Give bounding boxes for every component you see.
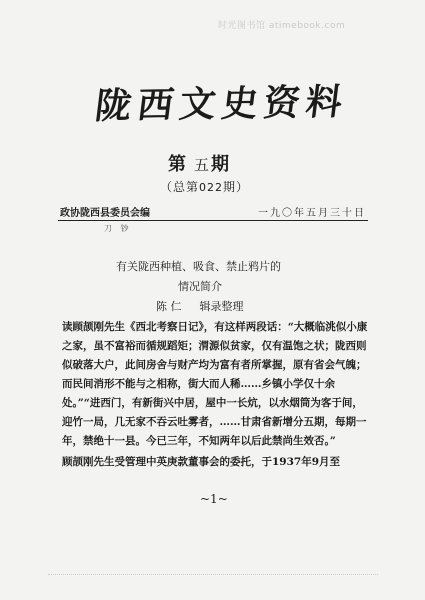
total-issue — [160, 178, 249, 195]
issue-prefix: 第 — [168, 154, 194, 175]
masthead-title: 陇西文史资料 — [92, 80, 351, 128]
page-number: ~1~ — [200, 492, 228, 506]
watermark: 时光图书馆 atimebook.com — [218, 21, 346, 31]
paragraph-1: 读顾颉刚先生《西北考察日记》，有这样两段话：“大概临洮似小康之家，虽不富裕而循规蹈矩；渭源似贫家，仅有温饱之状；陇西则似破落大户，此间房舍与财产均为富有者所掌握，原有省会气魄；而民间消形不能与之相称，街大而人稀……乡镇小学仅十余处。”“进西门，有新街兴中居，屋中一长炕，以水烟筒为客于间，迎竹一局，几无家不吞云吐雾者，……甘肃省新增分五期，每期一年，禁绝十一县。今已三年，不知两年以后此禁尚生效否。” — [62, 321, 368, 447]
total-number: 022 — [199, 181, 224, 194]
paragraph-2: 顾颉刚先生受管理中英庚款董事会的委托，于1937年9月至 — [62, 456, 341, 468]
page-bottom-edge — [48, 574, 378, 583]
issue-suffix: 期 — [211, 154, 238, 175]
compiler-note: 辑录整理 — [199, 300, 244, 313]
editor-line: 政协陇西县委员会编 — [60, 208, 150, 219]
article-byline — [156, 298, 244, 314]
header-divider — [58, 220, 368, 221]
total-open: （总第 — [160, 180, 200, 194]
author-name: 陈 仁 — [156, 300, 182, 313]
issue-number: 五 — [194, 156, 212, 174]
publish-date: 一九〇年五月三十日 — [258, 208, 366, 219]
issue-heading — [168, 150, 237, 176]
total-close: 期） — [223, 180, 250, 194]
small-mark: 刀 钞 — [104, 224, 132, 233]
article-title-line2: 情况简介 — [178, 280, 222, 293]
article-body — [62, 318, 372, 472]
article-title-line1: 有关陇西种植、吸食、禁止鸦片的 — [116, 260, 281, 273]
